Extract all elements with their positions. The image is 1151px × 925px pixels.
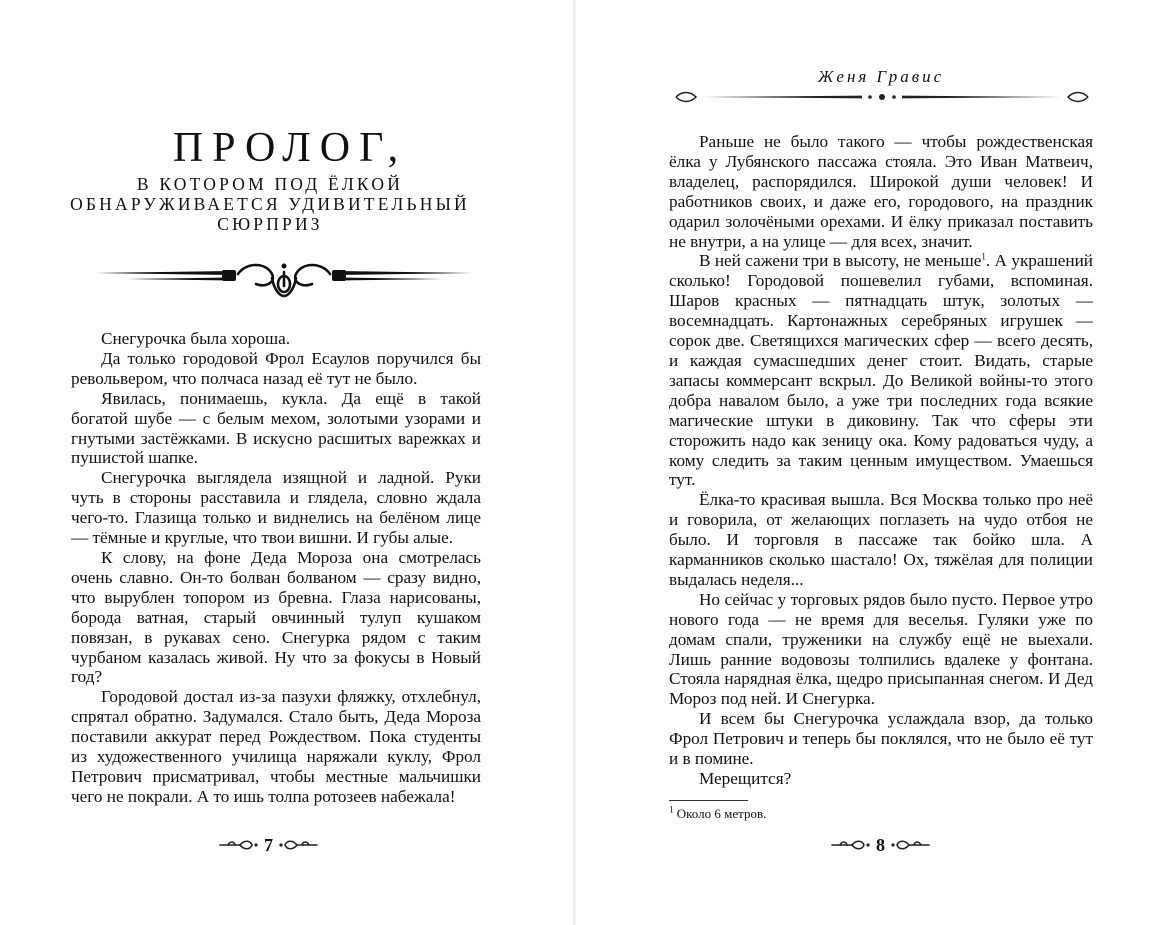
paragraph-start: В ней сажени три в высоту, не меньше xyxy=(699,251,982,271)
folio-ornament-left-icon xyxy=(830,839,870,851)
chapter-subtitle: В КОТОРОМ ПОД ЁЛКОЙ ОБНАРУЖИВАЕТСЯ УДИВИТЕЛЬНЫЙ СЮРПРИЗ xyxy=(70,174,470,234)
folio-ornament-right-icon xyxy=(279,839,319,851)
header-ornament-icon xyxy=(672,90,1092,104)
ornament-divider-icon xyxy=(96,260,472,300)
page-number-left xyxy=(218,834,319,856)
folio-ornament-right-icon xyxy=(891,839,931,851)
folio-ornament-left-icon xyxy=(218,839,258,851)
paragraph: Раньше не было такого — чтобы рождественская ёлка у Лубянского пассажа стояла. Это Иван Матвеич, владелец, распорядился. Широкой души человек! И работников своих, и даже его, городового, на праздник одарил золочёными орехами. И ёлку приказал поставить не внутри, а на улице — для всех, значит. xyxy=(669,132,1093,251)
paragraph: Ёлка-то красивая вышла. Вся Москва только про неё и говорила, от желающих поглазеть на чудо отбоя не было. И торговля в пассаже так бойко шла. А карманников сколько шастало! Ох, тяжёлая для полиции выдалась неделя... xyxy=(669,490,1093,589)
paragraph: Но сейчас у торговых рядов было пусто. Первое утро нового года — не время для веселья. Гуляки уже по домам спали, труженики на службу ещё не выехали. Лишь ранние водовозы толпились вдалеке у фонтана. Стояла нарядная ёлка, щедро присыпанная снегом. И Дед Мороз под ней. И Снегурка. xyxy=(669,589,1093,709)
paragraph: Снегурочка была хороша. xyxy=(101,329,291,348)
paragraph: Да только городовой Фрол Есаулов поручился бы револьвером, что полчаса назад её тут не было. xyxy=(71,348,481,388)
page-number: 7 xyxy=(264,834,273,855)
paragraph: Городовой достал из-за пазухи фляжку, отхлебнул, спрятал обратно. Задумался. Стало быть, Деда Мороза поставили аккурат перед Рождеством. Пока студенты из художественного училища наряжали куклу, Фрол Петрович присматривал, чтобы местные мальчишки чего не покрали. А то ишь толпа ротозеев набежала! xyxy=(71,687,481,806)
paragraph: Явилась, понимаешь, кукла. Да ещё в такой богатой шубе — с белым мехом, золотыми узорами и гнутыми застёжками. В искусно расшитых варежках и пушистой шапке. xyxy=(71,388,481,468)
footnote xyxy=(669,806,766,822)
footnote-reference[interactable]: 1 xyxy=(981,251,986,262)
paragraph: И всем бы Снегурочка услаждала взор, да только Фрол Петрович и теперь бы поклялся, что не было её тут и в помине. xyxy=(669,709,1093,769)
paragraph: К слову, на фоне Деда Мороза она смотрелась очень славно. Он-то болван болваном — сразу видно, что вырублен топором из бревна. Глаза нарисованы, борода ватная, старый овчинный тулуп кушаком повязан, в рукавах сено. Снегурка рядом с таким чурбаном казалась живой. Ну что за фокусы в Новый год? xyxy=(71,547,481,687)
paragraph-end: . А украшений сколько! Городовой пошевелил губами, вспоминая. Шаров красных — пятнадцать штук, золотых — восемнадцать. Картонажных серебряных игрушек — сорок две. Светящихся магических сфер — всего десять, и каждая сумасшедших денег стоит. Видать, старые запасы коммерсант вскрыл. До Великой войны-то этого добра навалом было, а уже три последних года всякие магические штуки в диковину. Так что сферы эти сторожить надо как зеницу ока. Кому радоваться чуду, а кому следить за таким ценным имуществом. Умаешься тут. xyxy=(669,251,1093,490)
page-number-right xyxy=(830,834,931,856)
left-body-text xyxy=(71,329,481,807)
paragraph: Мерещится? xyxy=(699,769,792,788)
chapter-title: ПРОЛОГ, xyxy=(172,125,408,171)
paragraph: Снегурочка выглядела изящной и ладной. Руки чуть в стороны расставила и глядела, словно ждала чего-то. Глазища только и виднелись на белёном лице — тёмные и круглые, что твои вишни. И губы алые. xyxy=(71,468,481,548)
footnote-text: Около 6 метров. xyxy=(676,806,767,821)
running-head: Женя Гравис xyxy=(817,67,945,86)
paragraph xyxy=(669,251,1093,490)
footnote-mark: 1 xyxy=(669,804,674,815)
left-page xyxy=(0,0,573,925)
right-body-text xyxy=(669,132,1093,789)
page-number: 8 xyxy=(876,834,885,855)
footnote-rule xyxy=(669,800,748,801)
